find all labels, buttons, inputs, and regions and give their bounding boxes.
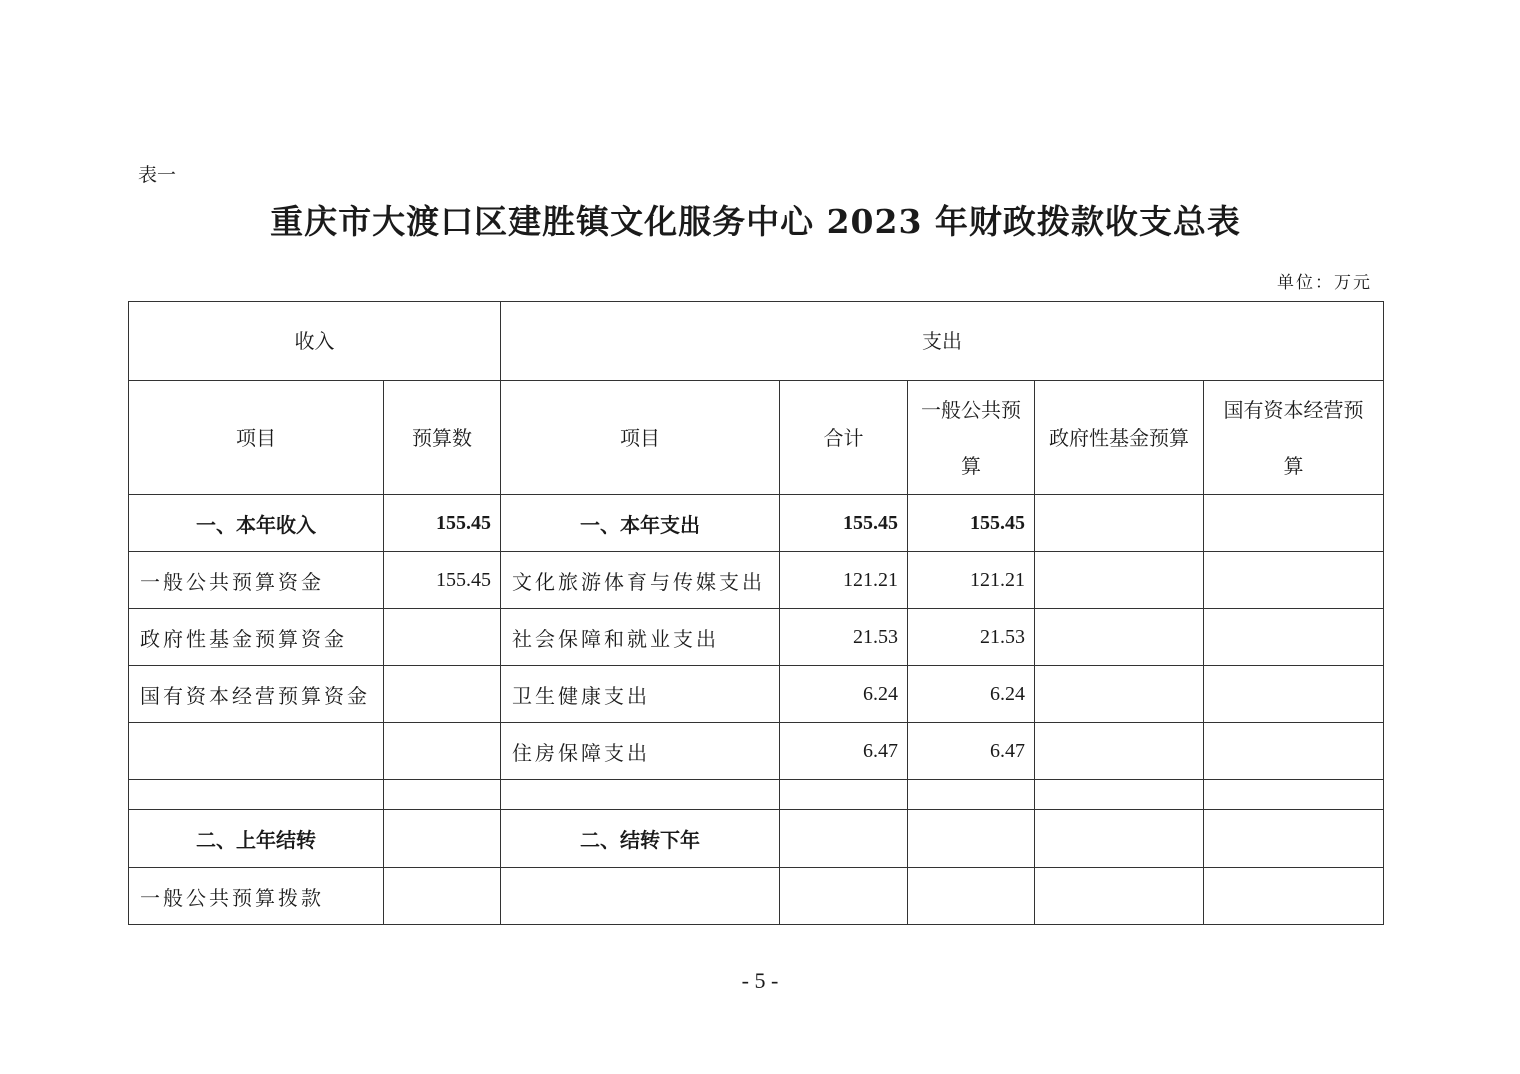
- cell-state-capital: [1204, 495, 1384, 552]
- cell-government-fund: [1035, 495, 1204, 552]
- header-income-budget: 预算数: [384, 381, 501, 495]
- cell-state-capital: [1204, 780, 1384, 810]
- cell-expense-item: [501, 780, 780, 810]
- cell-state-capital: [1204, 723, 1384, 780]
- cell-total: 6.24: [780, 666, 908, 723]
- cell-state-capital: [1204, 609, 1384, 666]
- header-total: 合计: [780, 381, 908, 495]
- table-row: [129, 780, 1384, 810]
- cell-expense-item: 文化旅游体育与传媒支出: [501, 552, 780, 609]
- cell-general-public: 155.45: [908, 495, 1035, 552]
- page-title: 重庆市大渡口区建胜镇文化服务中心 2023 年财政拨款收支总表: [270, 202, 1241, 241]
- cell-general-public: [908, 780, 1035, 810]
- cell-expense-item: 住房保障支出: [501, 723, 780, 780]
- cell-expense-item: [501, 868, 780, 925]
- header-expense: 支出: [501, 302, 1384, 381]
- cell-general-public: [908, 868, 1035, 925]
- cell-government-fund: [1035, 810, 1204, 868]
- table-row: [129, 552, 1384, 609]
- cell-expense-item: 社会保障和就业支出: [501, 609, 780, 666]
- cell-income-budget: [384, 666, 501, 723]
- cell-income-budget: [384, 780, 501, 810]
- cell-government-fund: [1035, 666, 1204, 723]
- cell-income-item: 二、上年结转: [129, 810, 384, 868]
- cell-expense-item: 二、结转下年: [501, 810, 780, 868]
- header-income: 收入: [129, 302, 501, 381]
- cell-income-item: 一般公共预算资金: [129, 552, 384, 609]
- cell-general-public: 121.21: [908, 552, 1035, 609]
- cell-total: [780, 780, 908, 810]
- header-row-top: [129, 302, 1384, 381]
- table-row: [129, 609, 1384, 666]
- cell-total: [780, 810, 908, 868]
- table-row: [129, 868, 1384, 925]
- cell-state-capital: [1204, 552, 1384, 609]
- cell-total: 121.21: [780, 552, 908, 609]
- cell-general-public: 21.53: [908, 609, 1035, 666]
- header-general-public: 一般公共预算: [908, 381, 1035, 495]
- header-state-capital: 国有资本经营预算: [1204, 381, 1384, 495]
- cell-general-public: 6.47: [908, 723, 1035, 780]
- cell-total: 155.45: [780, 495, 908, 552]
- cell-income-budget: 155.45: [384, 495, 501, 552]
- cell-income-item: 政府性基金预算资金: [129, 609, 384, 666]
- unit-label: 单位：万元: [1277, 273, 1372, 293]
- cell-government-fund: [1035, 868, 1204, 925]
- cell-state-capital: [1204, 810, 1384, 868]
- header-row-sub: [129, 381, 1384, 495]
- cell-income-budget: [384, 723, 501, 780]
- table-row: [129, 810, 1384, 868]
- cell-income-item: [129, 723, 384, 780]
- cell-government-fund: [1035, 723, 1204, 780]
- budget-summary-table: [128, 301, 1384, 925]
- cell-income-budget: [384, 868, 501, 925]
- cell-government-fund: [1035, 609, 1204, 666]
- cell-government-fund: [1035, 552, 1204, 609]
- cell-expense-item: 卫生健康支出: [501, 666, 780, 723]
- cell-general-public: 6.24: [908, 666, 1035, 723]
- table-row: [129, 723, 1384, 780]
- cell-income-budget: [384, 810, 501, 868]
- table-row: [129, 495, 1384, 552]
- header-income-item: 项目: [129, 381, 384, 495]
- cell-general-public: [908, 810, 1035, 868]
- cell-state-capital: [1204, 868, 1384, 925]
- cell-income-budget: [384, 609, 501, 666]
- cell-government-fund: [1035, 780, 1204, 810]
- cell-income-budget: 155.45: [384, 552, 501, 609]
- cell-total: 21.53: [780, 609, 908, 666]
- cell-income-item: 一般公共预算拨款: [129, 868, 384, 925]
- table-row: [129, 666, 1384, 723]
- cell-expense-item: 一、本年支出: [501, 495, 780, 552]
- cell-state-capital: [1204, 666, 1384, 723]
- table-label: 表一: [138, 164, 177, 186]
- header-government-fund: 政府性基金预算: [1035, 381, 1204, 495]
- header-expense-item: 项目: [501, 381, 780, 495]
- page-number: - 5 -: [741, 968, 779, 993]
- cell-total: 6.47: [780, 723, 908, 780]
- cell-income-item: [129, 780, 384, 810]
- cell-total: [780, 868, 908, 925]
- cell-income-item: 一、本年收入: [129, 495, 384, 552]
- cell-income-item: 国有资本经营预算资金: [129, 666, 384, 723]
